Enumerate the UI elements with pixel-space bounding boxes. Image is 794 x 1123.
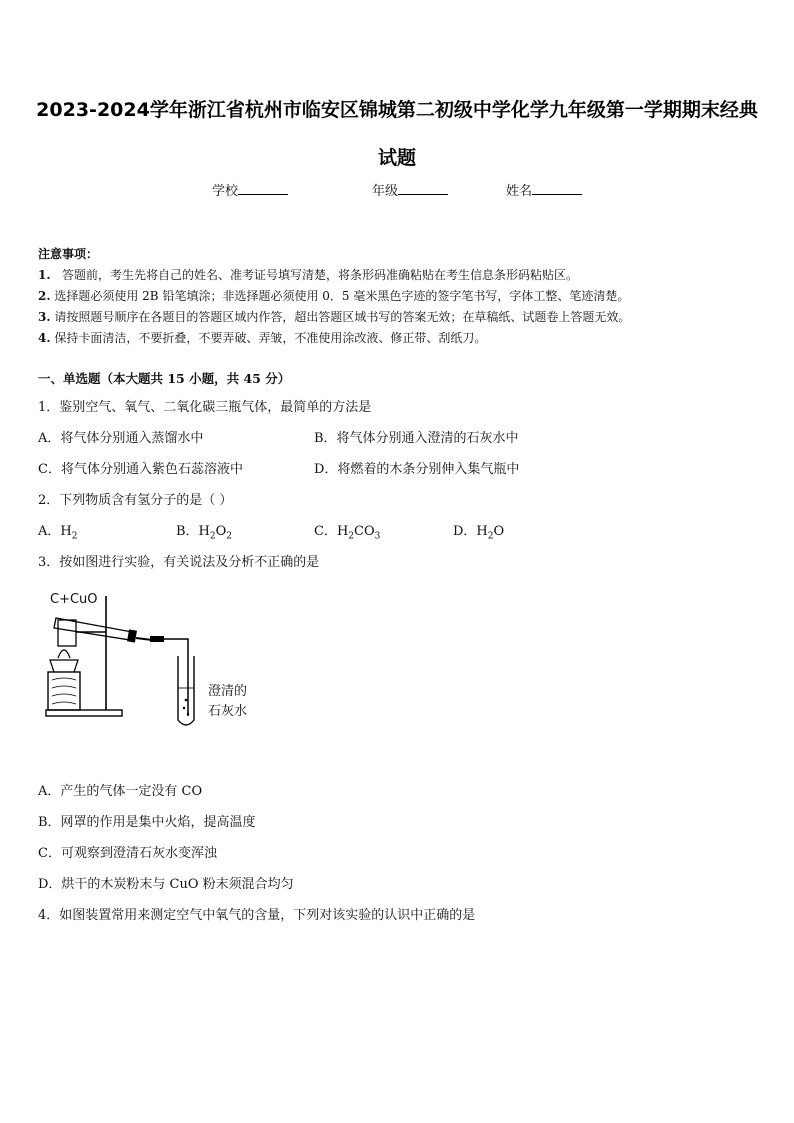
apparatus-drawing	[40, 588, 280, 738]
exam-title	[30, 86, 764, 182]
name-label: 姓名	[506, 184, 533, 199]
note-item: 3. 请按照题号顺序在各题目的答题区域内作答，超出答题区域书写的答案无效；在草稿纸、试题卷上答题无效。	[38, 310, 631, 324]
q3-option-c[interactable]: C．可观察到澄清石灰水变浑浊	[38, 846, 217, 861]
note-item: 4. 保持卡面清洁，不要折叠，不要弄破、弄皱，不准使用涂改液、修正带、刮纸刀。	[38, 331, 487, 345]
tube-clamp	[58, 620, 76, 646]
grade-label: 年级	[372, 184, 399, 199]
limewater-label-line-2: 石灰水	[208, 704, 248, 719]
stand-base	[46, 710, 122, 716]
q2-option-a[interactable]: A．$H_2$	[38, 524, 78, 542]
notes-heading: 注意事项：	[38, 247, 99, 261]
student-info-row	[0, 180, 794, 200]
title-line-2: 试题	[377, 147, 416, 169]
limewater-label-line-1: 澄清的	[208, 684, 248, 699]
q1-option-a[interactable]: A．将气体分别通入蒸馏水中	[38, 431, 204, 446]
wire-gauze-hood	[50, 660, 78, 672]
name-blank[interactable]	[532, 182, 582, 195]
name-field[interactable]	[506, 180, 582, 199]
limewater-test-tube	[178, 656, 194, 725]
rubber-connector	[150, 636, 164, 642]
notes-block	[38, 244, 758, 349]
school-label: 学校	[212, 184, 239, 199]
school-blank[interactable]	[238, 182, 288, 195]
title-line-1: 2023-2024学年浙江省杭州市临安区锦城第二初级中学化学九年级第一学期期末经典	[36, 99, 758, 121]
flame	[58, 650, 70, 658]
question-1-stem: 1．鉴别空气、氧气、二氧化碳三瓶气体，最简单的方法是	[38, 400, 372, 415]
reaction-test-tube	[54, 618, 132, 640]
school-field[interactable]	[212, 180, 288, 199]
q2-option-d[interactable]: D．$H_2O$	[453, 524, 505, 542]
grade-field[interactable]	[372, 180, 448, 199]
grade-blank[interactable]	[398, 182, 448, 195]
section-heading: 一、单选题（本大题共 15 小题，共 45 分）	[38, 371, 291, 386]
question-4-stem: 4．如图装置常用来测定空气中氧气的含量，下列对该实验的认识中正确的是	[38, 908, 476, 923]
q1-option-b[interactable]: B．将气体分别通入澄清的石灰水中	[314, 431, 519, 446]
q3-option-d[interactable]: D．烘干的木炭粉末与 CuO 粉末须混合均匀	[38, 877, 294, 892]
question-2-stem: 2．下列物质含有氢分子的是（ ）	[38, 493, 233, 508]
q2-option-b[interactable]: B．$H_2O_2$	[176, 524, 233, 542]
q1-option-c[interactable]: C．将气体分别通入紫色石蕊溶液中	[38, 462, 243, 477]
reactant-label: C+CuO	[50, 592, 98, 607]
note-item: 2. 选择题必须使用 2B 铅笔填涂；非选择题必须使用 0．5 毫米黑色字迹的签字笔书写，字体工整、笔迹清楚。	[38, 289, 630, 303]
q3-option-b[interactable]: B．网罩的作用是集中火焰，提高温度	[38, 815, 256, 830]
q1-option-d[interactable]: D．将燃着的木条分别伸入集气瓶中	[314, 462, 520, 477]
question-3-stem: 3．按如图进行实验，有关说法及分析不正确的是	[38, 555, 320, 570]
q2-option-c[interactable]: C．$H_2CO_3$	[314, 524, 381, 542]
note-item: 1. 答题前，考生先将自己的姓名、准考证号填写清楚，将条形码准确粘贴在考生信息条形码粘贴区。	[38, 268, 578, 282]
experiment-diagram	[40, 588, 280, 738]
delivery-tube	[164, 639, 188, 716]
q3-option-a[interactable]: A．产生的气体一定没有 CO	[38, 784, 203, 799]
